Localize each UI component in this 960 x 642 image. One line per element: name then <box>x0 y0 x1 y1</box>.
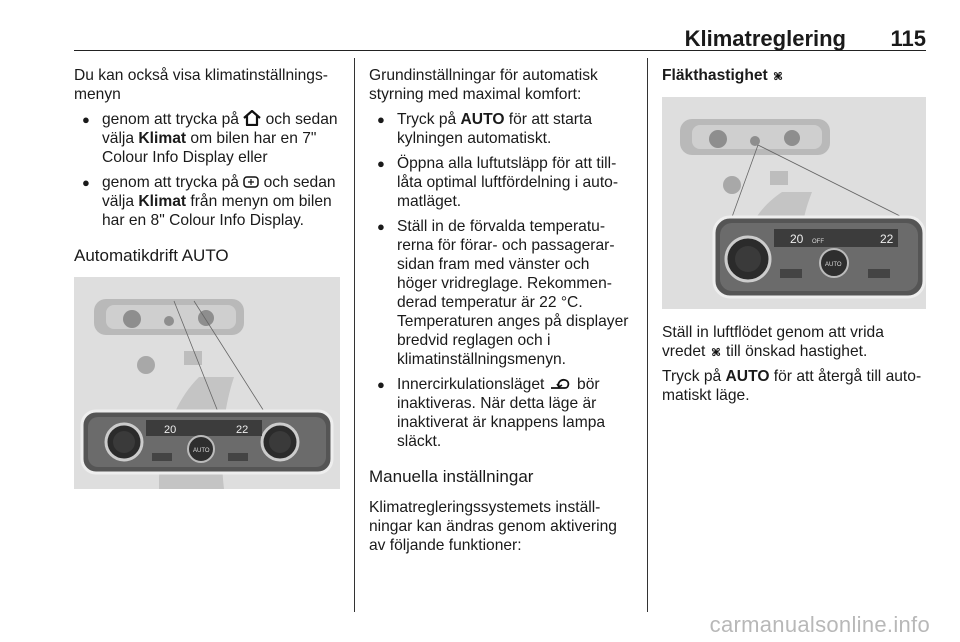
bullet-list <box>369 110 631 451</box>
list-item: ● Tryck på AUTO för att starta kylningen automatiskt. <box>369 110 631 148</box>
bullet-list <box>74 110 340 230</box>
photo-auto-label: AUTO <box>825 262 842 268</box>
climate-control-photo <box>74 277 340 489</box>
recirculation-icon <box>549 377 573 391</box>
fan-control-photo <box>662 97 926 309</box>
page-number: 115 <box>890 26 926 51</box>
photo-temp-right: 22 <box>236 424 249 436</box>
fan-icon <box>710 346 722 358</box>
intro-text: Du kan också visa klimatinställnings-menyn <box>74 67 328 103</box>
column-1 <box>74 66 340 503</box>
list-item: ● genom att trycka på och sedan välja Klimat från menyn om bilen har en 8" Colour Info Display. <box>74 173 340 230</box>
page-header <box>74 14 926 51</box>
list-item: ● Innercirkulationsläget bör inaktiveras. När detta läge är inaktiverat är knappens lampa släckt. <box>369 375 631 451</box>
page-title: Klimatreglering <box>684 26 846 51</box>
column-divider <box>354 58 355 612</box>
column-divider <box>647 58 648 612</box>
body-text: Klimatregleringssystemets inställ-ningar kan ändras genom aktivering av följande funktioner: <box>369 499 617 554</box>
list-item: ● Öppna alla luftutsläpp för att till-låta optimal luftfördelning i auto-matläget. <box>369 154 631 211</box>
photo-auto-label: AUTO <box>193 448 210 454</box>
photo-off-label: OFF <box>812 239 824 245</box>
body-text: Ställ in luftflödet genom att vrida vredet till önskad hastighet. <box>662 324 884 360</box>
photo-temp-right: 22 <box>880 232 894 246</box>
list-item: ● Ställ in de förvalda temperatu-rerna för förar- och passagerar-sidan fram med vänster och höger vridreglage. Rekommen-derad temperatur är 22 °C. Temperaturen anges på displayer bredvid reglagen och i klimatinställningsmenyn. <box>369 217 631 369</box>
watermark: carmanualsonline.info <box>709 612 930 637</box>
column-2 <box>369 66 631 561</box>
fan-icon <box>772 70 784 82</box>
phone-projection-icon <box>243 175 259 189</box>
photo-temp-left: 20 <box>164 424 177 436</box>
photo-temp-left: 20 <box>790 232 804 246</box>
column-3 <box>662 66 926 411</box>
home-icon <box>243 110 261 126</box>
intro-text: Grundinställningar för automatisk styrning med maximal komfort: <box>369 67 598 103</box>
section-heading: Automatikdrift AUTO <box>74 246 229 265</box>
section-heading: Manuella inställningar <box>369 467 534 486</box>
list-item: ● genom att trycka på och sedan välja Klimat om bilen har en 7" Colour Info Display eller <box>74 110 340 167</box>
body-text: Tryck på AUTO för att återgå till auto-matiskt läge. <box>662 368 922 404</box>
section-heading: Fläkthastighet <box>662 66 926 85</box>
